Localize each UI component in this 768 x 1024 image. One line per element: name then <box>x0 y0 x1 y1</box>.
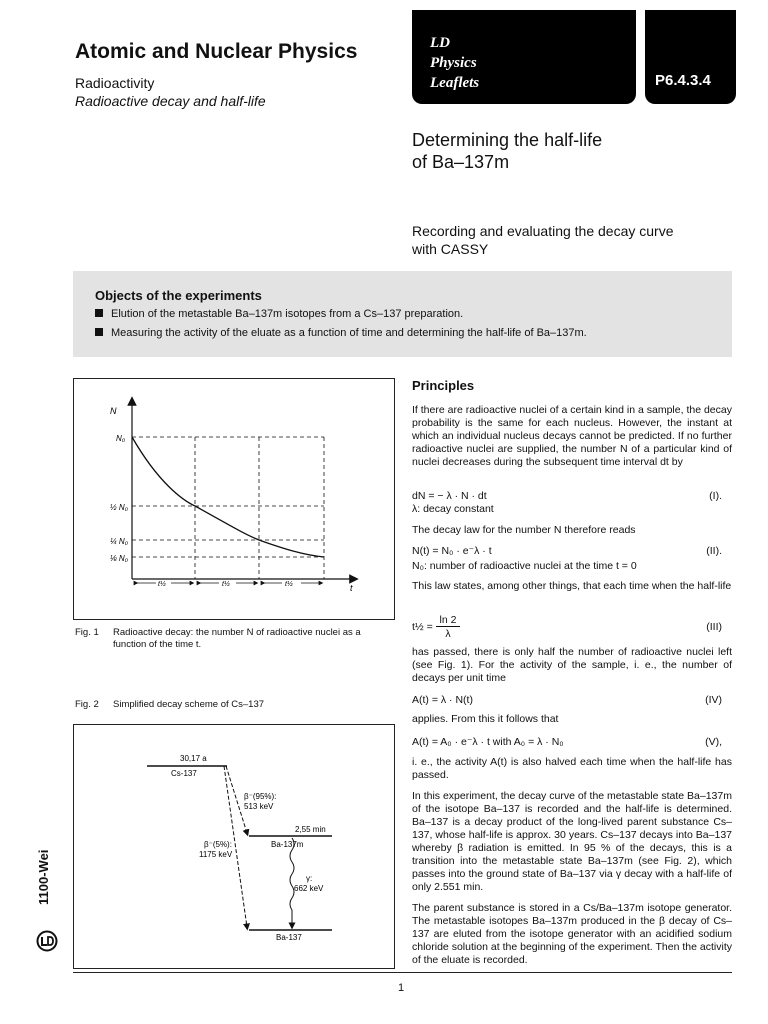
gamma-energy: 662 keV <box>294 884 324 893</box>
equation-5 <box>412 736 722 750</box>
figure-2-decay-scheme <box>73 724 395 969</box>
equation-3 <box>412 614 722 642</box>
experiment-title <box>412 129 602 173</box>
equation-4-text: A(t) = λ · N(t) <box>412 694 473 706</box>
x-axis-label: t <box>350 583 353 593</box>
ld-line-3: Leaflets <box>430 75 480 91</box>
objects-item <box>95 308 463 320</box>
figure-2-caption-text: Simplified decay scheme of Cs–137 <box>113 699 265 710</box>
equation-5-text: A(t) = A₀ · e⁻λ · t with A₀ = λ · N₀ <box>412 736 564 748</box>
principles-heading: Principles <box>412 378 475 393</box>
cs137-halflife: 30,17 a <box>180 754 207 763</box>
objects-item <box>95 327 587 339</box>
beta-5-label: β⁻(5%): <box>204 840 232 849</box>
experiment-subtitle <box>412 222 674 258</box>
principles-paragraph-8: The parent substance is stored in a Cs/Ba–137m isotope generator. The metastable isotopes Ba–137m produced in the β decay of Cs–137 are eluted from the isotope generator with an acidified sodium chloride solution at the beginning of the experiment. Then the activity of the eluate is recorded. <box>412 902 732 966</box>
decay-constant-note: λ: decay constant <box>412 503 494 515</box>
ba137m-label: Ba-137m <box>271 840 304 849</box>
experiment-title-line-1: Determining the half-life <box>412 130 603 150</box>
equation-2 <box>412 545 722 559</box>
cs137-label: Cs-137 <box>171 769 197 778</box>
page-number: 1 <box>398 982 405 994</box>
equation-1 <box>412 490 722 504</box>
equation-2-text: N(t) = N₀ · e⁻λ · t <box>412 545 492 557</box>
objects-item-text: Elution of the metastable Ba–137m isotopes from a Cs–137 preparation. <box>111 308 464 320</box>
x-label-t-half-2: t½ <box>222 581 230 588</box>
decay-curve-svg <box>74 379 394 619</box>
ld-leaflets-badge <box>412 10 636 104</box>
decay-curve <box>132 437 324 557</box>
principles-paragraph-5: applies. From this it follows that <box>412 713 559 725</box>
equation-2-number: (II). <box>706 545 722 557</box>
y-label-n0: N₀ <box>116 434 126 443</box>
principles-paragraph-1: If there are radioactive nuclei of a certain kind in a sample, the decay probability is the same for each nucleus. However, the instant at which an individual nucleus decays cannot be predicted. If no further radioactive nuclei are supplied, the number N of a particular kind of nuclei decreases during the subsequent time interval dt by <box>412 404 732 468</box>
y-label-half: ½ N₀ <box>110 503 129 512</box>
beta-95-label: β⁻(95%): <box>244 792 277 801</box>
equation-3-denominator: λ <box>445 628 451 640</box>
figure-1-decay-curve <box>73 378 395 620</box>
guide-lines <box>132 437 324 579</box>
leaflet-code-badge <box>645 10 736 104</box>
equation-1-text: dN = − λ · N · dt <box>412 490 487 502</box>
figure-1-label: Fig. 1 <box>75 627 99 638</box>
document-code-vertical: 1100-Wei <box>36 849 51 905</box>
ba137m-halflife: 2,55 min <box>295 825 326 834</box>
principles-paragraph-4: has passed, there is only half the number of radioactive nuclei left (see Fig. 1). For the activity of the sample, i. e., the number of decays per unit time <box>412 646 732 684</box>
ld-line-2: Physics <box>430 55 477 71</box>
experiment-title-line-2: of Ba–137m <box>412 152 510 172</box>
bullet-square-icon <box>95 328 103 336</box>
beta-95-energy: 513 keV <box>244 802 274 811</box>
equation-1-number: (I). <box>709 490 722 502</box>
topic-subtitle-italic: Radioactive decay and half-life <box>75 93 266 109</box>
equation-3-number: (III) <box>706 621 722 633</box>
principles-paragraph-3: This law states, among other things, that each time when the half-life <box>412 580 732 592</box>
gamma-label: γ: <box>306 874 313 883</box>
y-label-eighth: ⅛ N₀ <box>110 554 129 563</box>
footer-rule <box>73 972 732 973</box>
equation-5-number: (V), <box>705 736 722 748</box>
figure-2-label: Fig. 2 <box>75 699 99 710</box>
ba137-label: Ba-137 <box>276 933 302 942</box>
principles-paragraph-2: The decay law for the number N therefore reads <box>412 524 636 536</box>
equation-4-number: (IV) <box>705 694 722 706</box>
x-label-t-half-1: t½ <box>158 581 166 588</box>
ld-logo-icon <box>36 930 58 952</box>
experiment-subtitle-line-1: Recording and evaluating the decay curve <box>412 223 674 239</box>
objects-heading: Objects of the experiments <box>95 288 262 303</box>
equation-3-lhs: t½ = <box>412 621 433 633</box>
figure-1-caption-text: Radioactive decay: the number N of radioactive nuclei as a function of the time t. <box>113 627 361 650</box>
leaflet-code: P6.4.3.4 <box>655 72 711 89</box>
topic-subtitle: Radioactivity <box>75 75 155 91</box>
objects-box <box>73 271 732 357</box>
ld-line-1: LD <box>430 35 450 51</box>
equation-3-numerator: ln 2 <box>436 614 460 627</box>
equation-4 <box>412 694 722 708</box>
beta-5-energy: 1175 keV <box>199 850 233 859</box>
n0-note: N₀: number of radioactive nuclei at the time t = 0 <box>412 560 637 572</box>
principles-paragraph-7: In this experiment, the decay curve of the metastable state Ba–137m of the isotope Ba–137 is recorded and the half-life is determined. Ba–137 is a decay product of the long-lived parent substance Cs–137, whose half-life is approx. 30 years. Cs–137 decays into Ba–137 whereby β radiation is emitted. In 95 % of the decays, this is a transition into the metastable state Ba–137m (see Fig. 2), which passes into the ground state of Ba–137 via γ decay with a half-life of only 2.551 min. <box>412 790 732 893</box>
decay-scheme-svg <box>74 725 394 968</box>
gamma-arrow <box>290 838 294 926</box>
y-label-quarter: ¼ N₀ <box>110 537 129 546</box>
figure-2-caption <box>75 699 391 713</box>
y-axis-label: N <box>110 406 117 416</box>
experiment-subtitle-line-2: with CASSY <box>412 241 489 257</box>
objects-item-text: Measuring the activity of the eluate as a function of time and determining the half-life of Ba–137m. <box>111 327 587 339</box>
bullet-square-icon <box>95 309 103 317</box>
x-label-t-half-3: t½ <box>285 581 293 588</box>
page-title: Atomic and Nuclear Physics <box>75 40 358 63</box>
figure-1-caption <box>75 627 391 657</box>
principles-paragraph-6: i. e., the activity A(t) is also halved each time when the half-life has passed. <box>412 756 732 781</box>
